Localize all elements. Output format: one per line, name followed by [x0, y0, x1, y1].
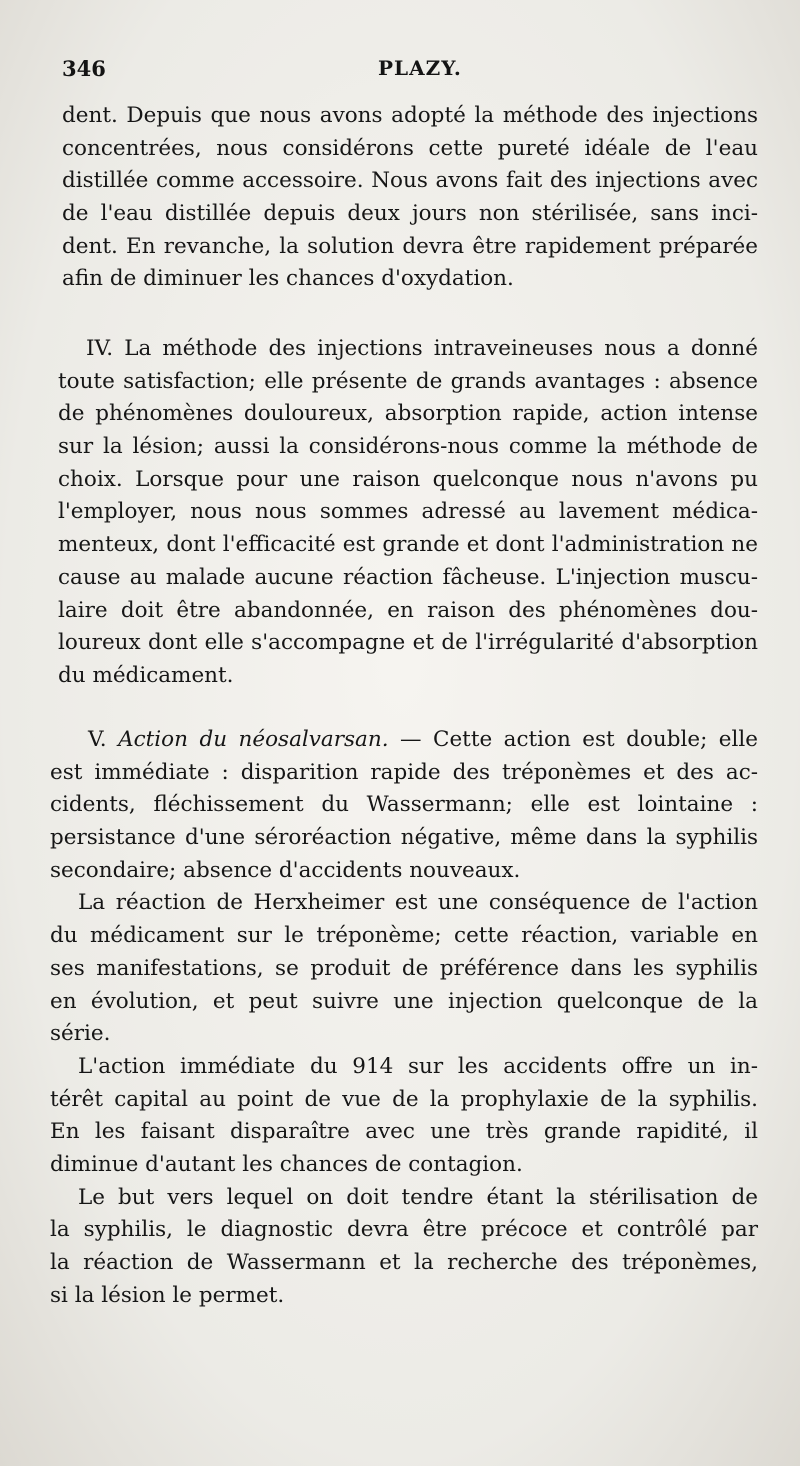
- text-line: térêt capital au point de vue de la prophylaxie de la syphilis.: [50, 1086, 758, 1112]
- text-line: de phénomènes douloureux, absorption rapide, action intense: [58, 401, 758, 427]
- text-line: diminue d'autant les chances de contagion.: [50, 1151, 523, 1177]
- section-title: Action du néosalvarsan.: [118, 727, 389, 752]
- text-line: concentrées, nous considérons cette pureté idéale de l'eau: [62, 135, 758, 161]
- text-line: dent. En revanche, la solution devra être rapidement préparée: [62, 233, 758, 259]
- text-line: En les faisant disparaître avec une très grande rapidité, il: [50, 1119, 758, 1145]
- text-line: distillée comme accessoire. Nous avons fait des injections avec: [62, 168, 758, 194]
- text-line: secondaire; absence d'accidents nouveaux.: [50, 857, 521, 883]
- paragraph-section-iv: [58, 333, 758, 693]
- text-line: du médicament.: [58, 662, 234, 688]
- text-line: série.: [50, 1021, 111, 1047]
- section-v-heading-line: [50, 724, 758, 757]
- text-line: choix. Lorsque pour une raison quelconque nous n'avons pu: [58, 466, 758, 492]
- paragraph-section-v: [50, 724, 758, 1312]
- text-line: laire doit être abandonnée, en raison des phénomènes dou-: [58, 597, 758, 623]
- text-line: ses manifestations, se produit de préférence dans les syphilis: [50, 955, 758, 981]
- text-line: cidents, fléchissement du Wassermann; elle est lointaine :: [50, 792, 758, 818]
- text-line: la syphilis, le diagnostic devra être précoce et contrôlé par: [50, 1217, 758, 1243]
- text-line: menteux, dont l'efficacité est grande et dont l'administration ne: [58, 532, 758, 558]
- section-label: V.: [88, 727, 107, 752]
- text-line: de l'eau distillée depuis deux jours non stérilisée, sans inci-: [62, 201, 758, 227]
- text-line: du médicament sur le tréponème; cette réaction, variable en: [50, 923, 758, 949]
- text-line: Le but vers lequel on doit tendre étant la stérilisation de: [78, 1184, 758, 1210]
- running-head: PLAZY.: [378, 56, 462, 80]
- text-line: — Cette action est double; elle: [400, 727, 758, 752]
- text-line: l'employer, nous nous sommes adressé au lavement médica-: [58, 499, 758, 525]
- text-line: loureux dont elle s'accompagne et de l'irrégularité d'absorption: [58, 630, 758, 656]
- text-line: si la lésion le permet.: [50, 1282, 285, 1308]
- page-header: [62, 56, 758, 88]
- text-line: est immédiate : disparition rapide des tréponèmes et des ac-: [50, 759, 758, 785]
- page-number: 346: [62, 56, 106, 81]
- text-line: IV. La méthode des injections intraveineuses nous a donné: [86, 336, 758, 361]
- text-line: L'action immédiate du 914 sur les accidents offre un in-: [78, 1053, 758, 1079]
- text-line: la réaction de Wassermann et la recherche des tréponèmes,: [50, 1250, 758, 1275]
- text-line: dent. Depuis que nous avons adopté la méthode des injections: [62, 103, 758, 128]
- text-line: en évolution, et peut suivre une injection quelconque de la: [50, 988, 758, 1014]
- text-line: afin de diminuer les chances d'oxydation.: [62, 266, 514, 292]
- paragraph-continuation: [62, 100, 758, 296]
- text-line: sur la lésion; aussi la considérons-nous comme la méthode de: [58, 434, 758, 460]
- text-line: cause au malade aucune réaction fâcheuse. L'injection muscu-: [58, 564, 758, 590]
- text-line: persistance d'une séroréaction négative, même dans la syphilis: [50, 825, 758, 851]
- text-line: La réaction de Herxheimer est une conséquence de l'action: [78, 890, 758, 916]
- text-line: toute satisfaction; elle présente de grands avantages : absence: [58, 368, 758, 394]
